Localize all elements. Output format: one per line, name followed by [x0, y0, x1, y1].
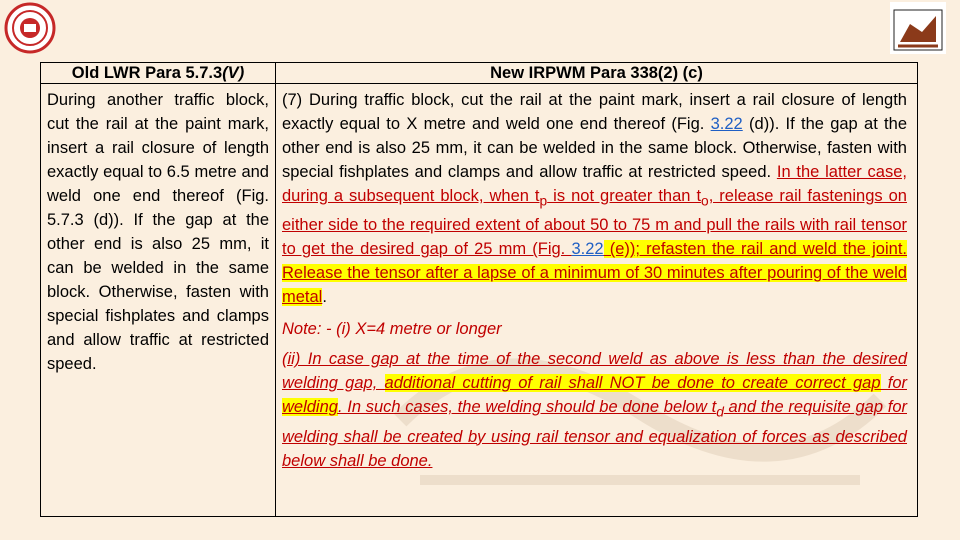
highlight-additional-cutting: additional cutting of rail shall NOT be done to create correct gap	[384, 374, 881, 393]
old-header: Old LWR Para 5.7.3(V)	[41, 63, 276, 84]
highlight-refasten: (e)); refasten the rail and weld the joint. Release the tensor after a lapse of a minimum of 30 minutes after pouring of the weld metal	[282, 240, 907, 307]
new-header: New IRPWM Para 338(2) (c)	[276, 63, 918, 84]
indian-railways-logo	[2, 2, 58, 54]
old-paragraph: During another traffic block, cut the rail at the paint mark, insert a rail closure of length exactly equal to 6.5 metre and weld one end thereof (Fig. 5.7.3 (d)). If the gap at the other end is also 25 mm, it can be welded in the same block. Otherwise, fasten with special fishplates and clamps and allow traffic at restricted speed.	[47, 91, 269, 373]
comparison-table	[40, 62, 918, 517]
fig-link-e[interactable]: 3.22	[571, 240, 604, 259]
highlight-welding: welding	[282, 398, 338, 417]
fig-link-d[interactable]: 3.22	[710, 115, 743, 133]
new-column	[276, 84, 918, 517]
old-column	[41, 84, 276, 517]
latter-case-text: In the latter case, during a subsequent block, when $t_p$ is not greater than $t_o$, release rail fastenings on either side to the required extent of about 50 to 75 m and pull the rails with rail tensor to get the desired gap of 25 mm (Fig. 3.22 (e)); refasten the rail and weld the joint. Release the tensor after a lapse of a minimum of 30 minutes after pouring of the weld metal	[282, 163, 907, 307]
note-2: (ii) In case gap at the time of the second weld as above is less than the desired welding gap, additional cutting of rail shall NOT be done to create correct gap for welding. In such cases, the welding should be done below $t_d$ and the requisite gap for welding shall be created by using rail tensor and equalization of forces as described below shall be done.	[282, 350, 907, 470]
note-1: Note: - (i) X=4 metre or longer	[282, 320, 502, 339]
new-paragraph: (7) During traffic block, cut the rail at the paint mark, insert a rail closure of length exactly equal to X metre and weld one end thereof (Fig. 3.22 (d)). If the gap at the other end is also 25 mm, it can be welded in the same block. Otherwise, fasten with special fishplates and clamps and allow traffic at restricted speed. In the latter case, during a subsequent block, when $t_p$ is not greater than $t_o$, release rail fastenings on either side to the required extent of about 50 to 75 m and pull the rails with rail tensor to get the desired gap of 25 mm (Fig. 3.22 (e)); refasten the rail and weld the joint. Release the tensor after a lapse of a minimum of 30 minutes after pouring of the weld metal. Note: - (i) X=4 metre or longer (ii) In case gap at the time of the second weld as above is less than the desired welding gap, additional cutting of rail shall NOT be done to create correct gap for welding. In such cases, the welding should be done below $t_d$ and the requisite gap for welding shall be created by using rail tensor and equalization of forces as described below shall be done.	[276, 84, 917, 473]
institute-logo	[890, 2, 946, 54]
